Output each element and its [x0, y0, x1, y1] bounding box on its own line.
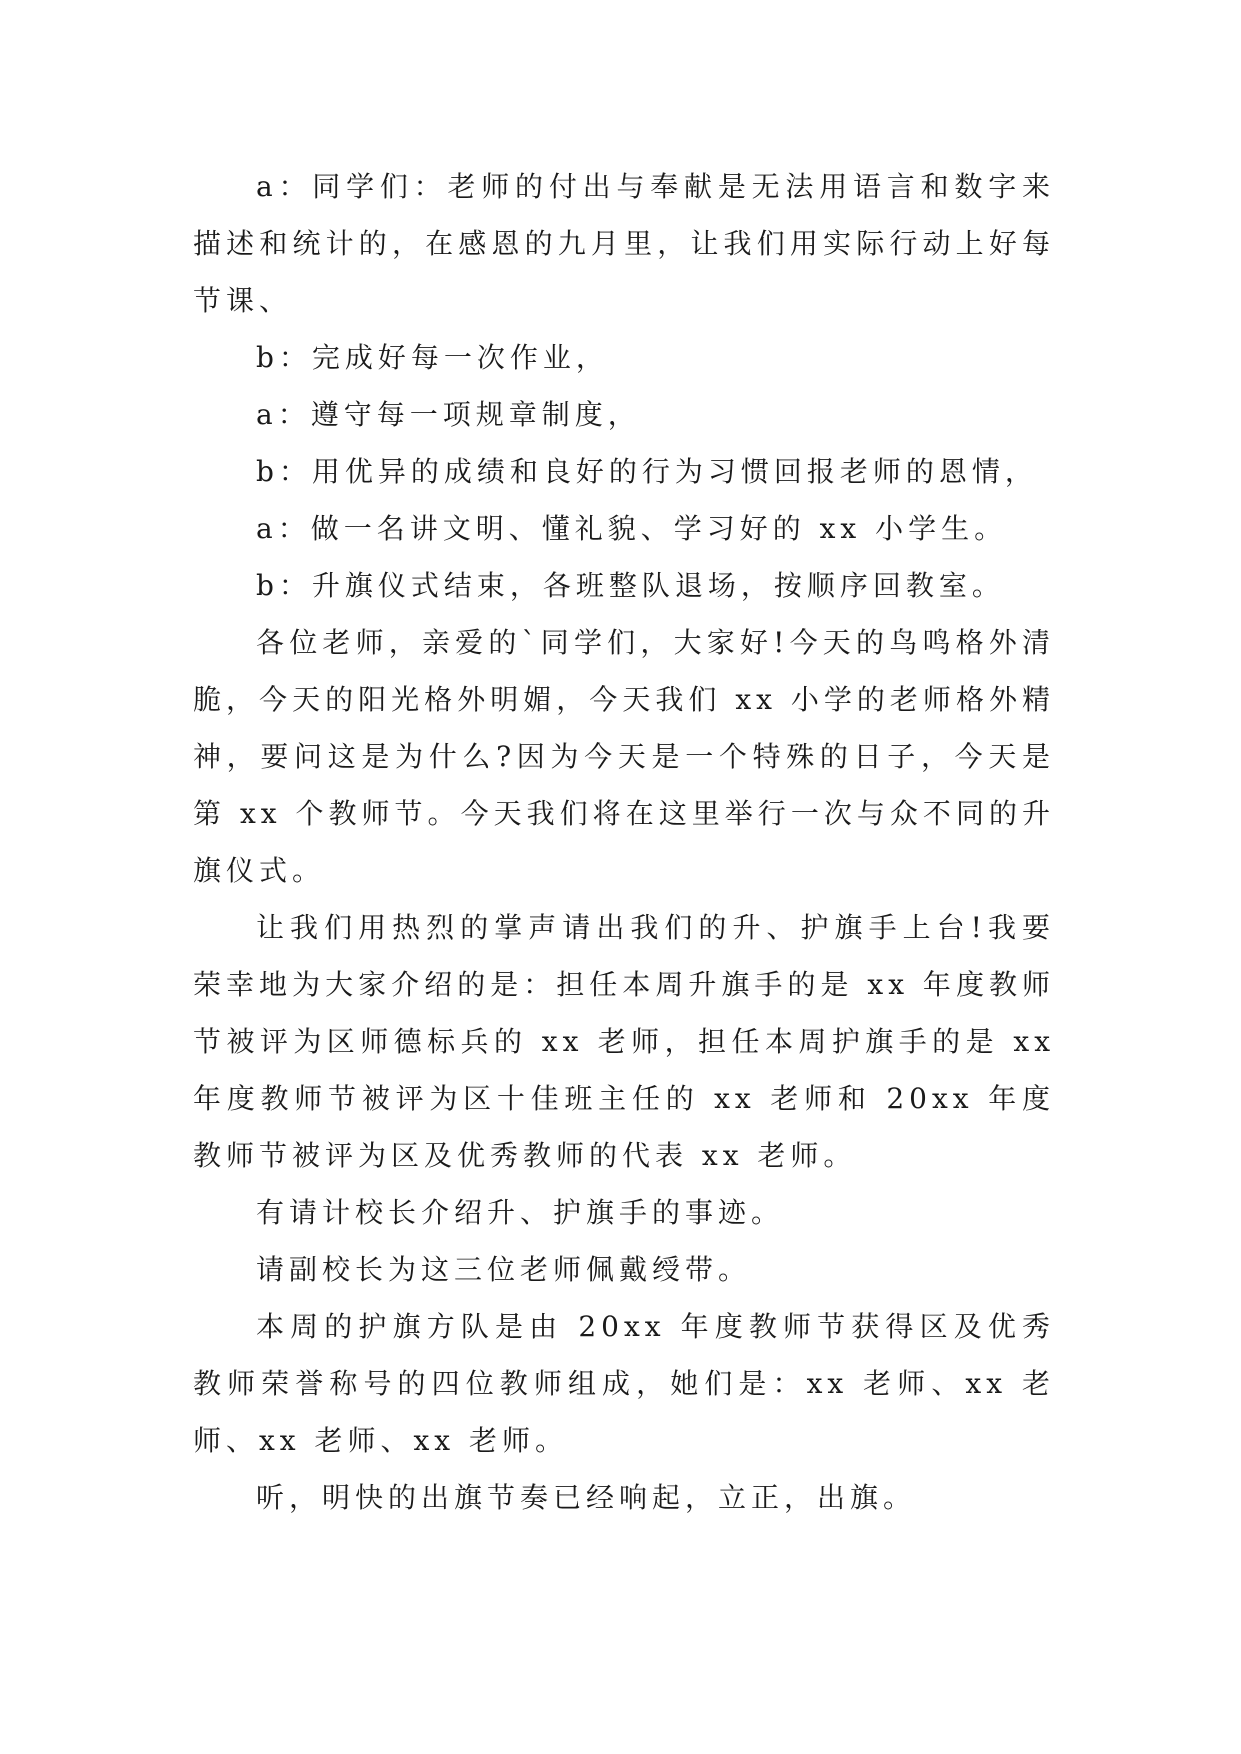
paragraph-opening-greeting: 各位老师，亲爱的`同学们，大家好!今天的鸟鸣格外清脆，今天的阳光格外明媚，今天我们 xx 小学的老师格外精神，要问这是为什么?因为今天是一个特殊的日子，今天是第 xx 个教师节。今天我们将在这里举行一次与众不同的升旗仪式。 — [193, 626, 1055, 887]
paragraph-sash-ceremony: 请副校长为这三位老师佩戴绶带。 — [256, 1253, 752, 1286]
paragraph-dialogue-a-1: a：同学们：老师的付出与奉献是无法用语言和数字来描述和统计的，在感恩的九月里，让我们用实际行动上好每节课、 — [193, 170, 1055, 317]
paragraph-guard-team: 本周的护旗方队是由 20xx 年度教师节获得区及优秀教师荣誉称号的四位教师组成，她们是：xx 老师、xx 老师、xx 老师、xx 老师。 — [193, 1310, 1055, 1457]
paragraph-dialogue-b-2: b：用优异的成绩和良好的行为习惯回报老师的恩情， — [256, 455, 1038, 488]
paragraph-dialogue-a-2: a：遵守每一项规章制度， — [256, 398, 641, 431]
paragraph-flag-bearers-intro: 让我们用热烈的掌声请出我们的升、护旗手上台!我要荣幸地为大家介绍的是：担任本周升旗手的是 xx 年度教师节被评为区师德标兵的 xx 老师，担任本周护旗手的是 xx 年度教师节被评为区十佳班主任的 xx 老师和 20xx 年度教师节被评为区及优秀教师的代表 xx 老师。 — [193, 911, 1055, 1172]
paragraph-flag-out: 听，明快的出旗节奏已经响起，立正，出旗。 — [256, 1481, 917, 1514]
paragraph-dialogue-b-1: b：完成好每一次作业， — [256, 341, 609, 374]
paragraph-principal-intro: 有请计校长介绍升、护旗手的事迹。 — [256, 1196, 785, 1229]
document-body — [193, 158, 1055, 1526]
paragraph-dialogue-a-3: a：做一名讲文明、懂礼貌、学习好的 xx 小学生。 — [256, 512, 1008, 545]
paragraph-dialogue-b-3: b：升旗仪式结束，各班整队退场，按顺序回教室。 — [256, 569, 1005, 602]
